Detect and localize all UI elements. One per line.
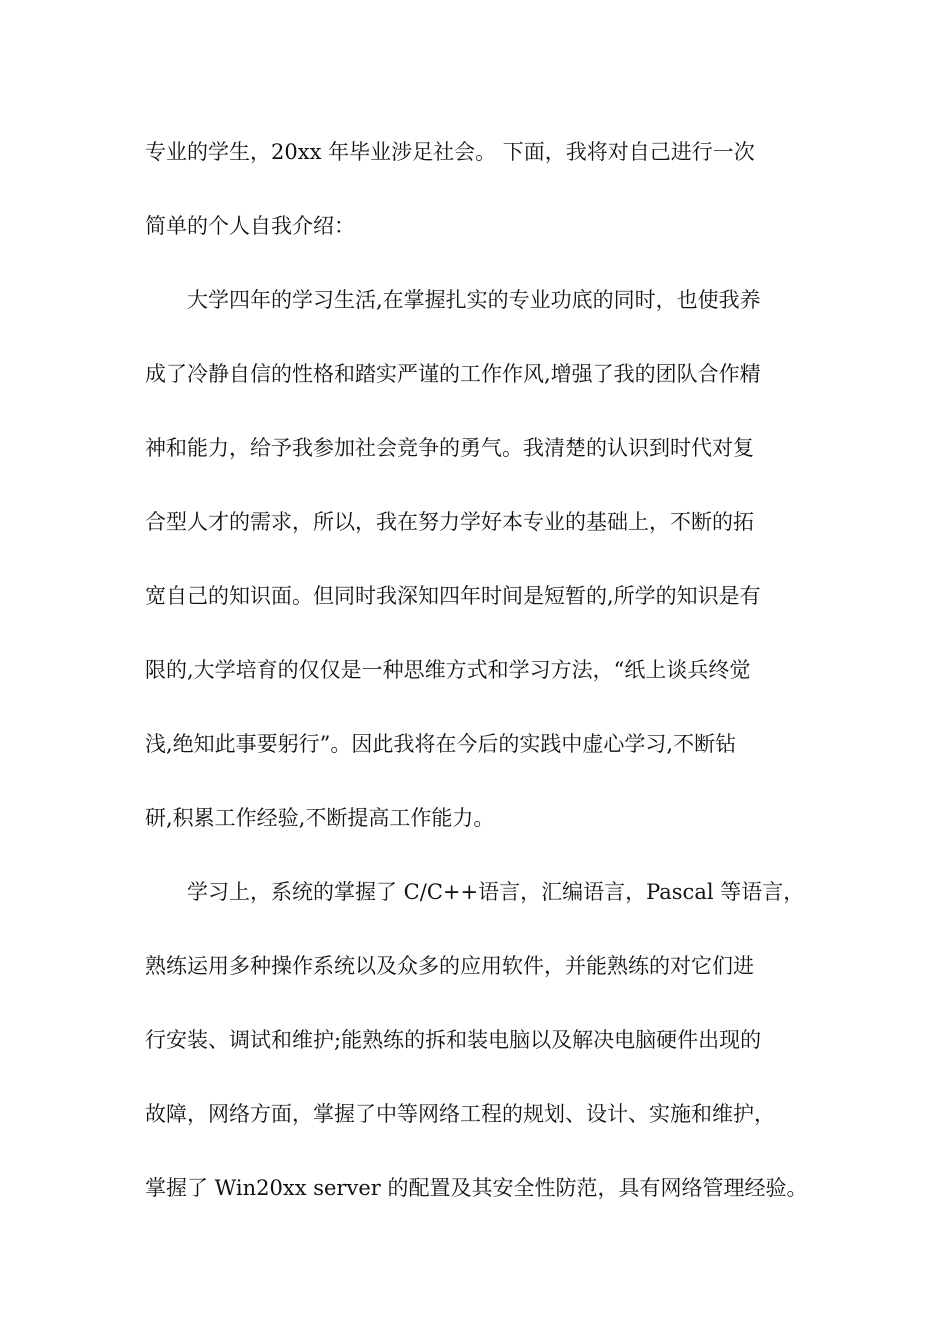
text-line: 合型人才的需求，所以，我在努力学好本专业的基础上，不断的拓 xyxy=(145,510,754,534)
text-line: 专业的学生，20xx 年毕业涉足社会。 下面，我将对自己进行一次 xyxy=(145,140,755,164)
text-line: 浅,绝知此事要躬行”。因此我将在今后的实践中虚心学习,不断钻 xyxy=(145,732,737,756)
text-line: 宽自己的知识面。但同时我深知四年时间是短暂的,所学的知识是有 xyxy=(145,584,761,608)
text-line: 简单的个人自我介绍： xyxy=(145,214,355,238)
text-line: 成了冷静自信的性格和踏实严谨的工作作风,增强了我的团队合作精 xyxy=(145,362,761,386)
text-line: 神和能力，给予我参加社会竞争的勇气。我清楚的认识到时代对复 xyxy=(145,436,754,460)
text-line: 研,积累工作经验,不断提高工作能力。 xyxy=(145,806,495,830)
paragraph-start-line: 学习上，系统的掌握了 C/C++语言，汇编语言，Pascal 等语言， xyxy=(187,880,805,904)
text-line: 掌握了 Win20xx server 的配置及其安全性防范，具有网络管理经验。 xyxy=(145,1176,808,1200)
paragraph-start-line: 大学四年的学习生活,在掌握扎实的专业功底的同时，也使我养 xyxy=(187,288,761,312)
text-line: 熟练运用多种操作系统以及众多的应用软件，并能熟练的对它们进 xyxy=(145,954,754,978)
text-line: 限的,大学培育的仅仅是一种思维方式和学习方法，“纸上谈兵终觉 xyxy=(145,658,751,682)
document-body xyxy=(145,126,825,1236)
text-line: 故障，网络方面，掌握了中等网络工程的规划、设计、实施和维护， xyxy=(145,1102,775,1126)
text-line: 行安装、调试和维护;能熟练的拆和装电脑以及解决电脑硬件出现的 xyxy=(145,1028,762,1052)
